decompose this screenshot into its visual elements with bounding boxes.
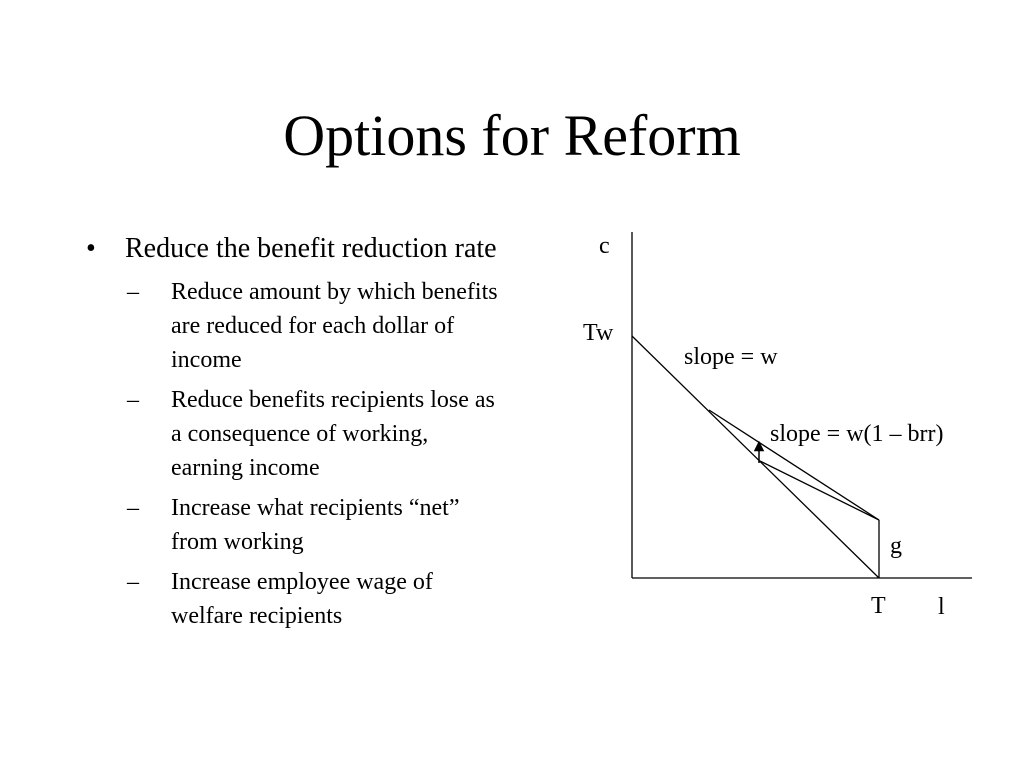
sub-bullet-text: Reduce amount by which benefits are reduced for each dollar of income <box>171 279 498 373</box>
sub-bullet-marker: – <box>127 387 139 413</box>
bullet-text: Reduce the benefit reduction rate <box>125 233 497 264</box>
budget-line-flatter-lower <box>760 461 879 520</box>
x-endpoint-label: T <box>871 593 886 619</box>
sub-bullet-marker: – <box>127 569 139 595</box>
sub-bullet-marker: – <box>127 279 139 305</box>
right-mark-label: l <box>938 594 945 620</box>
y-axis-label: c <box>599 233 610 259</box>
bullet-marker: • <box>86 233 96 264</box>
steep-line-label: slope = w <box>684 344 778 370</box>
sub-bullet-marker: – <box>127 495 139 521</box>
budget-line-steep <box>632 336 879 578</box>
slide-title: Options for Reform <box>283 103 741 168</box>
sub-bullet-text: Increase employee wage of welfare recipients <box>171 569 433 629</box>
flatter-line-label: slope = w(1 – brr) <box>770 421 944 447</box>
sub-bullet-text: Increase what recipients “net” from working <box>171 495 460 555</box>
kink-label: g <box>890 533 902 559</box>
sub-bullet-text: Reduce benefits recipients lose as a consequence of working, earning income <box>171 387 495 481</box>
intercept-label: Tw <box>583 320 614 346</box>
